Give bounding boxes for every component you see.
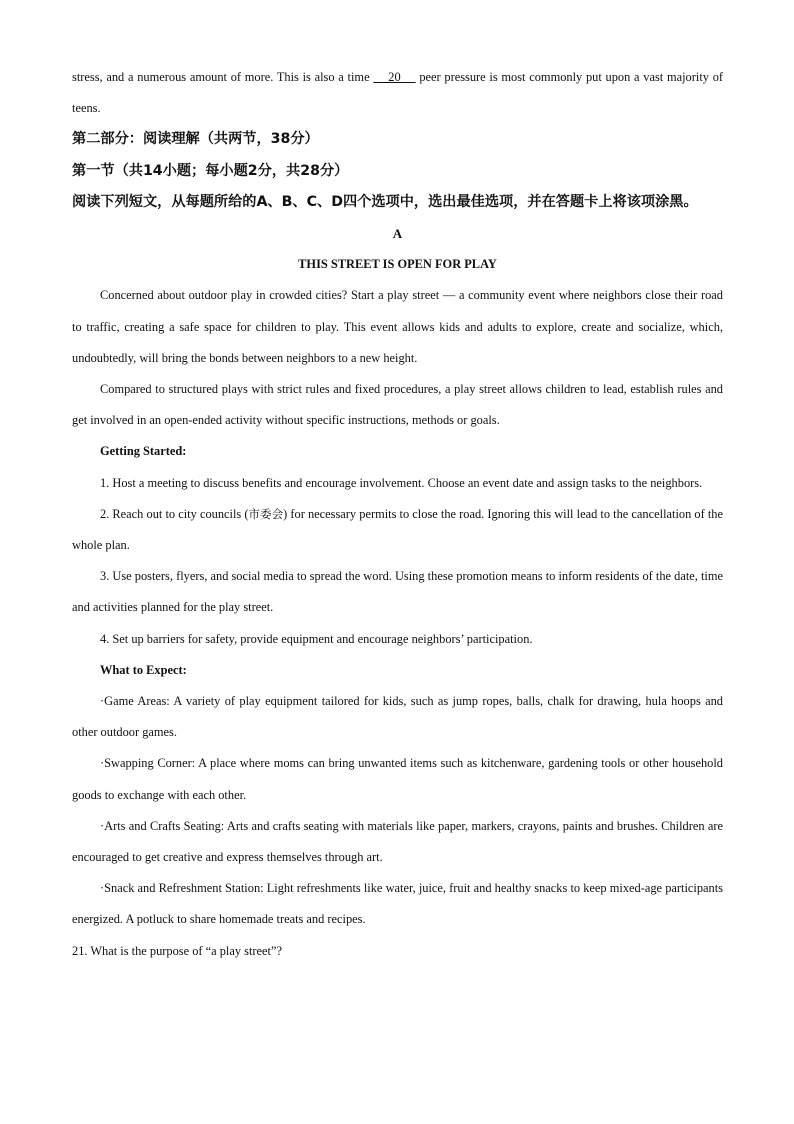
question-21: 21. What is the purpose of “a play street”? [72,943,282,958]
intro-paragraph-1: Concerned about outdoor play in crowded cities? Start a play street — a community event where neighbors close their road to traffic, creating a safe space for children to play. This event allows kids and adults to explore, create and socialize, which, undoubtedly, will bring the bonds between neighbors to a new height. [72,288,723,365]
expect-item-snack-station: ·Snack and Refreshment Station: Light refreshments like water, juice, fruit and healthy snacks to keep mixed-age participants energized. A potluck to share homemade treats and recipes. [72,881,723,927]
expect-item-game-areas: ·Game Areas: A variety of play equipment tailored for kids, such as jump ropes, balls, chalk for drawing, hula hoops and other outdoor games. [72,694,723,740]
expect-item-arts-crafts: ·Arts and Crafts Seating: Arts and crafts seating with materials like paper, markers, crayons, paints and brushes. Children are encouraged to get creative and express themselves through art. [72,818,723,865]
exam-page [72,62,723,967]
step-2-text-before: 2. Reach out to city councils ( [100,506,249,521]
step-3: 3. Use posters, flyers, and social media to spread the word. Using these promotion means to inform residents of the date, time and activities planned for the play street. [72,569,723,615]
passage-title: THIS STREET IS OPEN FOR PLAY [298,257,497,272]
what-to-expect-heading: What to Expect: [100,662,187,677]
intro-paragraph-2: Compared to structured plays with strict rules and fixed procedures, a play street allows children to lead, establish rules and get involved in an open-ended activity without specific instructions, methods or goals. [72,382,723,428]
step-2 [72,499,723,561]
blank-20: 20 [373,70,416,84]
section-one-heading: 第一节（共14小题；每小题2分，共28分） [72,162,349,179]
text-after-blank: peer pressure is most commonly put upon a vast majority of teens. [72,70,724,116]
reading-instructions: 阅读下列短文，从每题所给的A、B、C、D四个选项中，选出最佳选项，并在答题卡上将该项涂黑。 [72,193,698,210]
step-4: 4. Set up barriers for safety, provide equipment and encourage neighbors’ participation. [100,631,533,646]
passage-label: A [392,226,403,242]
part-two-heading: 第二部分：阅读理解（共两节，38分） [72,131,319,148]
expect-item-swapping-corner: ·Swapping Corner: A place where moms can bring unwanted items such as kitchenware, gardening tools or other household goods to exchange with each other. [72,756,723,802]
step-2-chinese-note: 市委会 [248,506,284,521]
step-1: 1. Host a meeting to discuss benefits and encourage involvement. Choose an event date and assign tasks to the neighbors. [100,475,703,490]
step-2-text-after: ) for necessary permits to close the road. Ignoring this will lead to the cancellation of the whole plan. [72,506,723,553]
continued-passage-paragraph [72,62,723,124]
getting-started-heading: Getting Started: [100,444,187,459]
text-before-blank: stress, and a numerous amount of more. This is also a time [72,70,374,84]
